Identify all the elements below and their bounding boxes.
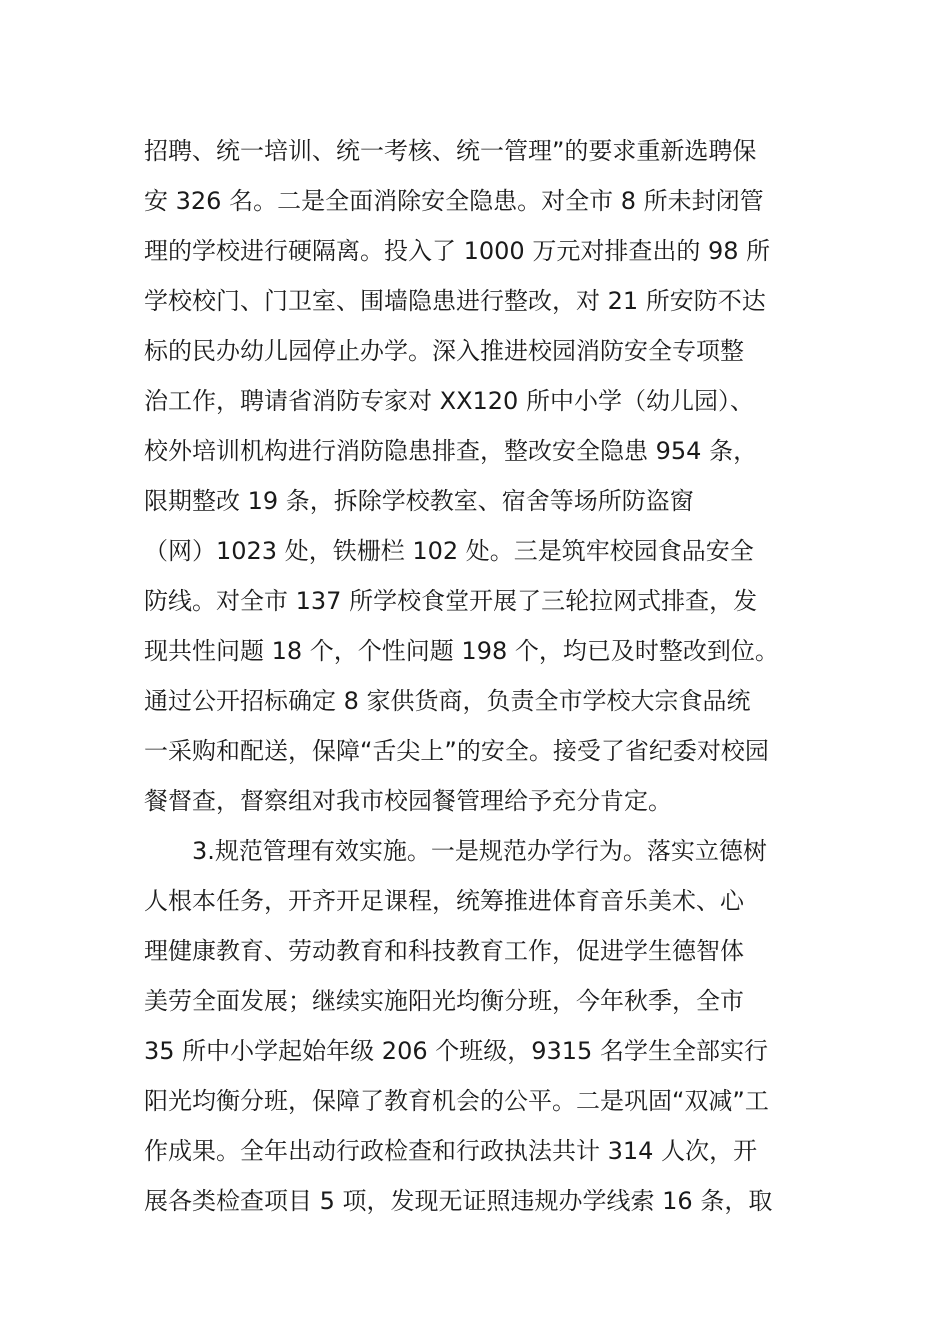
text-line: 学校校门、门卫室、围墙隐患进行整改，对 21 所安防不达	[144, 287, 766, 315]
text-line: 防线。对全市 137 所学校食堂开展了三轮拉网式排查，发	[144, 587, 758, 615]
body-text	[144, 126, 844, 1226]
text-line: 理健康教育、劳动教育和科技教育工作，促进学生德智体	[144, 937, 744, 965]
text-line: 治工作，聘请省消防专家对 XX120 所中小学（幼儿园）、	[144, 387, 754, 415]
text-line: 校外培训机构进行消防隐患排查，整改安全隐患 954 条，	[144, 437, 758, 465]
section-heading-line: 3.规范管理有效实施。一是规范办学行为。落实立德树	[192, 837, 767, 865]
text-line: 餐督查，督察组对我市校园餐管理给予充分肯定。	[144, 787, 672, 815]
text-line: （网）1023 处，铁栅栏 102 处。三是筑牢校园食品安全	[144, 537, 754, 565]
text-line: 35 所中小学起始年级 206 个班级，9315 名学生全部实行	[144, 1037, 768, 1065]
text-line: 一采购和配送，保障“舌尖上”的安全。接受了省纪委对校园	[144, 737, 769, 765]
text-line: 现共性问题 18 个，个性问题 198 个，均已及时整改到位。	[144, 637, 779, 665]
text-line: 安 326 名。二是全面消除安全隐患。对全市 8 所未封闭管	[144, 187, 764, 215]
text-line: 标的民办幼儿园停止办学。深入推进校园消防安全专项整	[144, 337, 744, 365]
text-line: 展各类检查项目 5 项，发现无证照违规办学线索 16 条，取	[144, 1187, 773, 1215]
text-line: 作成果。全年出动行政检查和行政执法共计 314 人次，开	[144, 1137, 758, 1165]
text-line: 限期整改 19 条，拆除学校教室、宿舍等场所防盗窗	[144, 487, 694, 515]
text-line: 招聘、统一培训、统一考核、统一管理”的要求重新选聘保	[144, 137, 757, 165]
text-line: 理的学校进行硬隔离。投入了 1000 万元对排查出的 98 所	[144, 237, 771, 265]
text-line: 人根本任务，开齐开足课程，统筹推进体育音乐美术、心	[144, 887, 744, 915]
text-line: 美劳全面发展；继续实施阳光均衡分班，今年秋季，全市	[144, 987, 744, 1015]
text-line: 通过公开招标确定 8 家供货商，负责全市学校大宗食品统	[144, 687, 751, 715]
text-line: 阳光均衡分班，保障了教育机会的公平。二是巩固“双减”工	[144, 1087, 769, 1115]
